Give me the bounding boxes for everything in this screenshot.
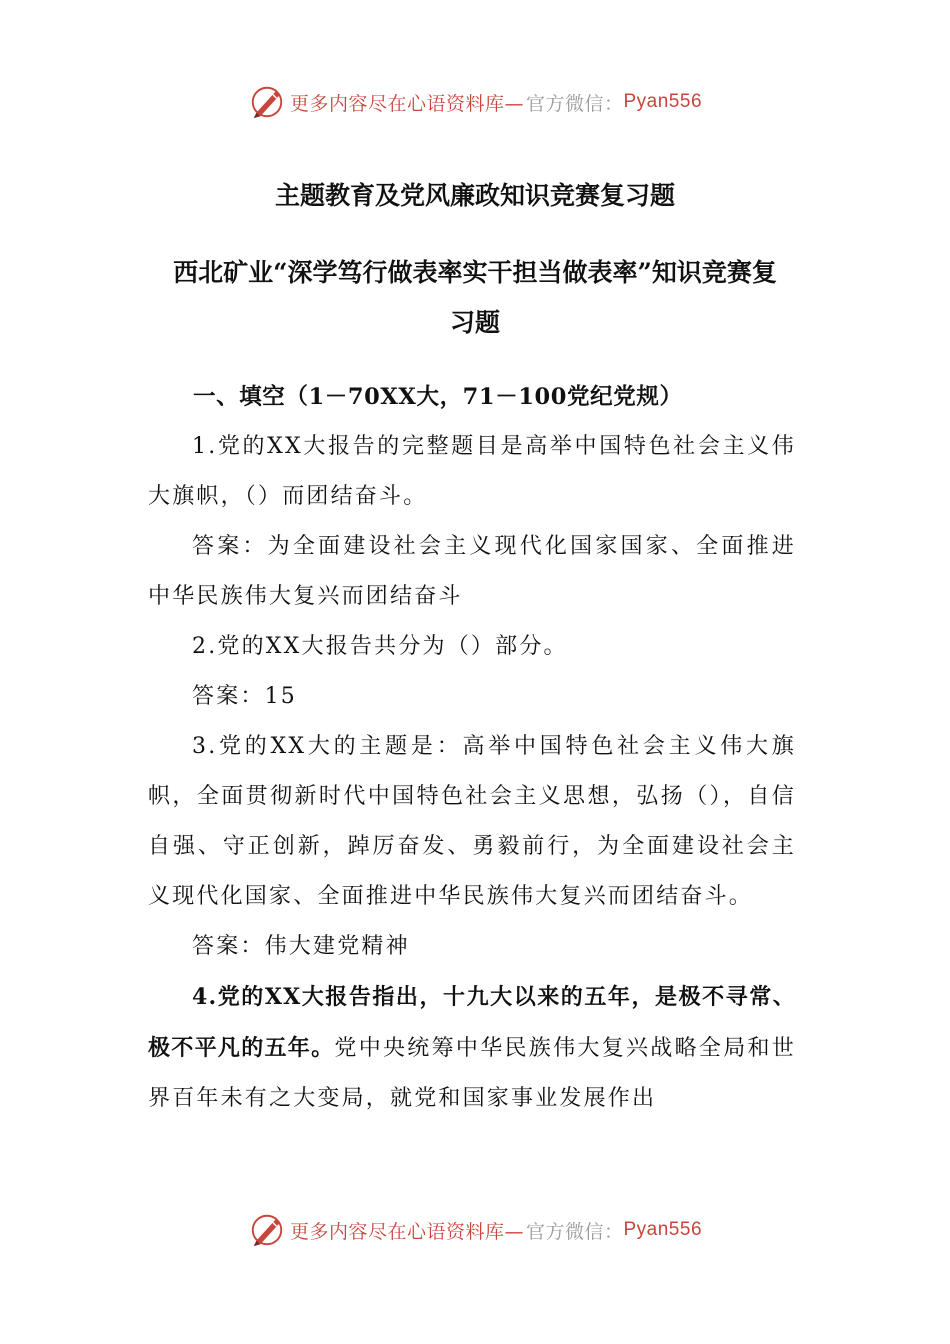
header-banner: [0, 80, 950, 124]
section-heading: 一、填空（1－70XX大，71－100党纪党规）: [193, 384, 683, 410]
question-2: 2.党的XX大报告共分为（）部分。: [192, 634, 568, 659]
pen-logo-icon: [248, 83, 286, 121]
banner-wechat-label: 官方微信：: [525, 1220, 624, 1243]
question-4: [148, 972, 796, 1124]
banner-wechat-id: Pyan556: [623, 91, 703, 112]
document-subtitle-line2: 习题: [449, 308, 500, 337]
footer-banner: [0, 1208, 950, 1252]
document-title: 主题教育及党风廉政知识竞赛复习题: [274, 181, 675, 210]
pen-logo-icon: [248, 1211, 286, 1249]
question-1: 1.党的XX大报告的完整题目是高举中国特色社会主义伟大旗帜，（）而团结奋斗。: [148, 434, 796, 509]
banner-wechat-label: 官方微信：: [525, 92, 624, 115]
question-4-rest: 党中央统筹中华民族伟大复兴战略全局和世界百年未有之大变局，就党和国家事业发展作出: [148, 1036, 796, 1111]
document-body: [148, 372, 796, 1124]
banner-ad-text: 更多内容尽在心语资料库—: [289, 1220, 524, 1243]
banner-ad-text: 更多内容尽在心语资料库—: [289, 92, 524, 115]
answer-2: 答案：15: [192, 684, 297, 709]
answer-3: 答案：伟大建党精神: [192, 934, 410, 959]
banner-wechat-id: Pyan556: [623, 1219, 703, 1240]
question-4-bold: 4.党的XX大报告指出，十九大以来的五年，是极不寻常、极不平凡的五年。: [148, 984, 796, 1061]
answer-1: 答案：为全面建设社会主义现代化国家国家、全面推进中华民族伟大复兴而团结奋斗: [148, 534, 796, 609]
question-3: 3.党的XX大的主题是：高举中国特色社会主义伟大旗帜，全面贯彻新时代中国特色社会主义思想，弘扬（），自信自强、守正创新，踔厉奋发、勇毅前行，为全面建设社会主义现代化国家、全面推进中华民族伟大复兴而团结奋斗。: [148, 734, 796, 909]
document-subtitle-line1: 西北矿业“深学笃行做表率实干担当做表率”知识竞赛复: [173, 258, 777, 287]
